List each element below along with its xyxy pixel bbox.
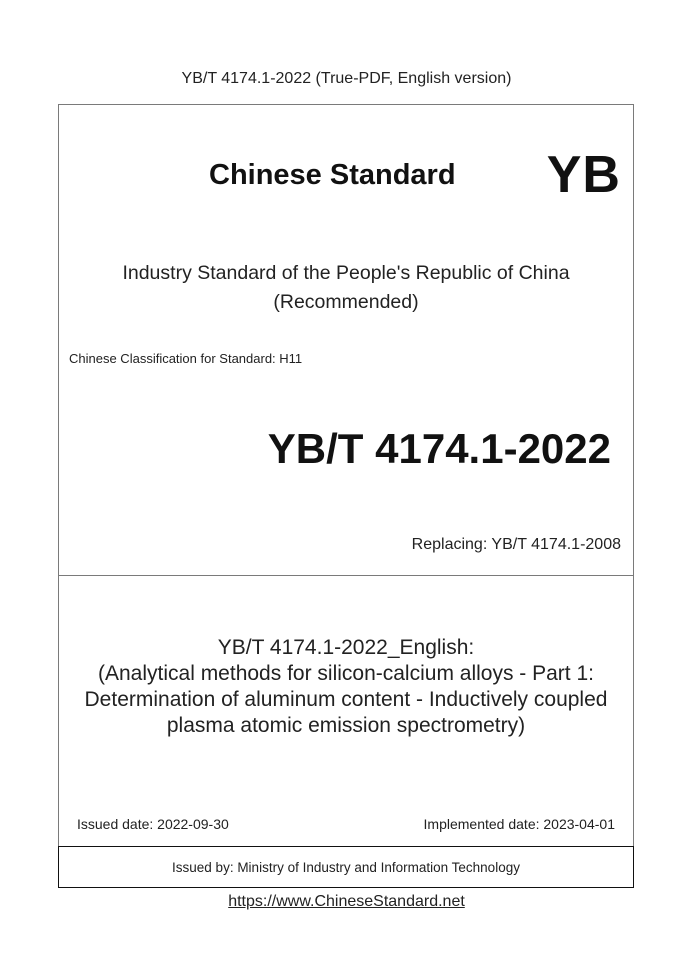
implemented-date: Implemented date: 2023-04-01 [423, 816, 615, 832]
classification: Chinese Classification for Standard: H11 [69, 351, 303, 366]
english-title-line: Determination of aluminum content - Inductively coupled [84, 688, 608, 711]
issued-date: Issued date: 2022-09-30 [77, 816, 229, 832]
page-header: YB/T 4174.1-2022 (True-PDF, English version) [181, 70, 512, 87]
industry-designation [59, 259, 633, 317]
english-title-line: plasma atomic emission spectrometry) [166, 714, 526, 737]
replacing-note: Replacing: YB/T 4174.1-2008 [411, 536, 621, 553]
issuer-text: Issued by: Ministry of Industry and Information Technology [172, 859, 520, 875]
english-title-line: (Analytical methods for silicon-calcium alloys - Part 1: [97, 662, 594, 685]
category-code: YB [546, 146, 621, 204]
english-title-line: YB/T 4174.1-2022_English: [217, 636, 475, 659]
industry-line: Industry Standard of the People's Republic of China [122, 262, 570, 284]
section-divider [59, 575, 633, 576]
website-link[interactable]: https://www.ChineseStandard.net [228, 893, 465, 910]
cover-frame [58, 104, 634, 886]
standard-number: YB/T 4174.1-2022 [267, 425, 611, 472]
title-row [59, 145, 633, 205]
recommended-line: (Recommended) [273, 291, 419, 313]
issuer-box [58, 846, 634, 888]
cover-title: Chinese Standard [209, 159, 456, 191]
english-title [59, 635, 633, 739]
